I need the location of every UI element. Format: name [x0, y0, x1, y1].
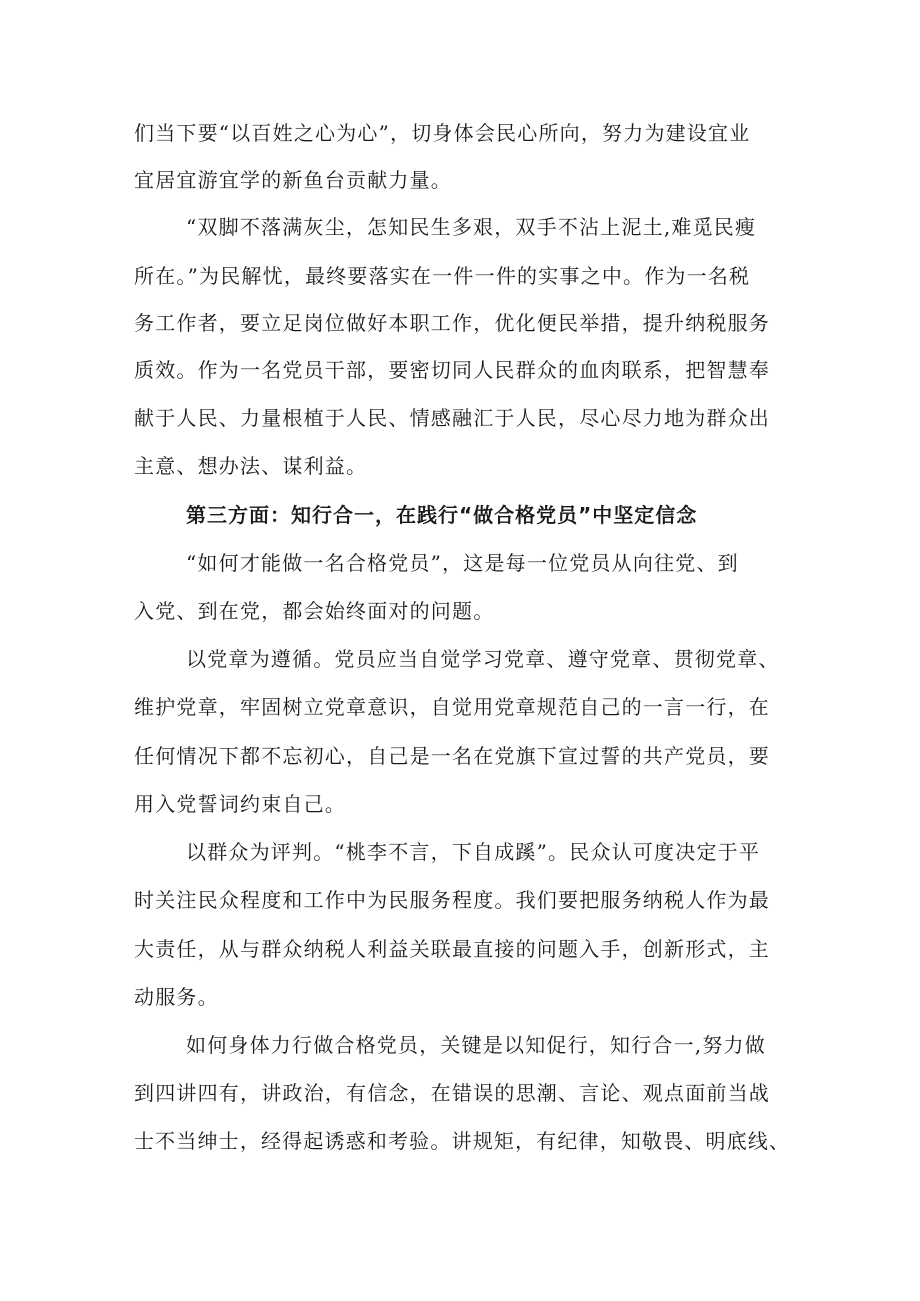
line-text: 以党章为遵循。党员应当自觉学习党章、遵守党章、贯彻党章、 — [186, 647, 780, 671]
line-text: 动服务。 — [134, 985, 219, 1009]
line-text: 维护党章，牢固树立党章意识，自觉用党章规范自己的一言一行，在 — [134, 695, 770, 719]
line-text: 们当下要“以百姓之心为心”，切身体会民心所向，努力为建设宜业 — [134, 121, 751, 145]
text-line — [0, 832, 920, 872]
text-line — [0, 929, 920, 969]
line-text: 宜居宜游宜学的新鱼台贡献力量。 — [134, 168, 452, 192]
line-text: 如何身体力行做合格党员，关键是以知促行，知行合一,努力做 — [186, 1033, 766, 1057]
text-line — [0, 639, 920, 679]
line-text: 大责任，从与群众纳税人利益关联最直接的问题入手，创新形式，主 — [134, 937, 770, 961]
text-line — [0, 687, 920, 727]
line-text: 入党、到在党，都会始终面对的问题。 — [134, 599, 495, 623]
line-text: 时关注民众程度和工作中为民服务程度。我们要把服务纳税人作为最 — [134, 888, 770, 912]
text-line — [0, 591, 920, 631]
section-heading-text: 第三方面：知行合一，在践行“做合格党员”中坚定信念 — [186, 503, 698, 527]
text-line — [0, 1025, 920, 1065]
text-line — [0, 160, 920, 200]
text-line — [0, 784, 920, 824]
text-line — [0, 256, 920, 296]
line-text: 所在。”为民解忧，最终要落实在一件一件的实事之中。作为一名税 — [134, 264, 751, 288]
text-line — [0, 398, 920, 438]
line-text: “如何才能做一名合格党员”，这是每一位党员从向往党、到 — [186, 551, 739, 575]
text-line — [0, 880, 920, 920]
line-text: 务工作者，要立足岗位做好本职工作，优化便民举措，提升纳税服务 — [134, 311, 770, 335]
text-line — [0, 1073, 920, 1113]
section-heading — [0, 495, 920, 535]
text-line — [0, 1121, 920, 1161]
line-text: “双脚不落满灰尘，怎知民生多艰，双手不沾上泥土,难觅民瘦 — [186, 215, 757, 239]
text-line — [0, 350, 920, 390]
line-text: 士不当绅士，经得起诱惑和考验。讲规矩，有纪律，知敬畏、明底线、 — [134, 1129, 791, 1153]
text-line — [0, 446, 920, 486]
text-line — [0, 543, 920, 583]
line-text: 任何情况下都不忘初心，自己是一名在党旗下宣过誓的共产党员，要 — [134, 744, 770, 768]
text-line — [0, 977, 920, 1017]
line-text: 用入党誓词约束自己。 — [134, 792, 346, 816]
text-line — [0, 736, 920, 776]
text-line — [0, 207, 920, 247]
text-line — [0, 113, 920, 153]
line-text: 以群众为评判。“桃李不言，下自成蹊”。民众认可度决定于平 — [186, 840, 761, 864]
line-text: 质效。作为一名党员干部，要密切同人民群众的血肉联系，把智慧奉 — [134, 358, 770, 382]
line-text: 到四讲四有，讲政治，有信念，在错误的思潮、言论、观点面前当战 — [134, 1081, 770, 1105]
text-line — [0, 303, 920, 343]
line-text: 主意、想办法、谋利益。 — [134, 454, 368, 478]
line-text: 献于人民、力量根植于人民、情感融汇于人民，尽心尽力地为群众出 — [134, 406, 770, 430]
